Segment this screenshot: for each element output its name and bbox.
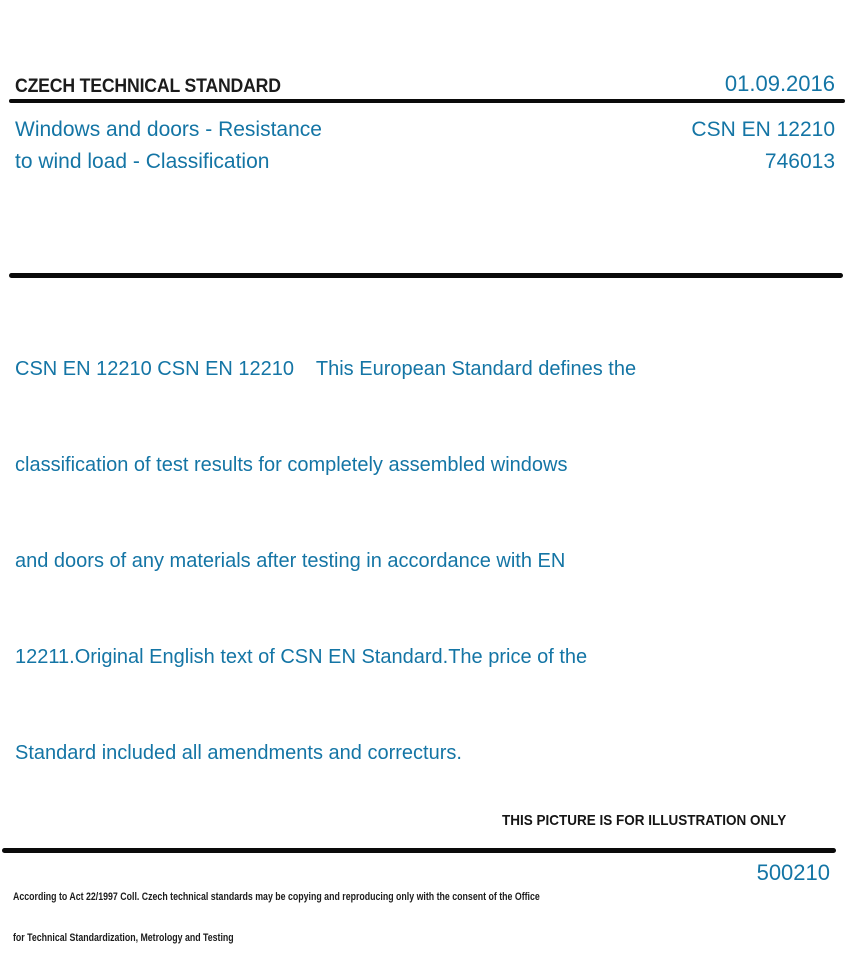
standard-class-number: 746013: [764, 150, 835, 173]
standard-code: CSN EN 12210: [691, 118, 835, 141]
copyright-notice-line1: According to Act 22/1997 Coll. Czech technical standards may be copying and reproducing only with the consent of the Office: [13, 891, 540, 903]
standard-title-line1: Windows and doors - Resistance: [15, 118, 322, 141]
effective-date: 01.09.2016: [724, 71, 835, 96]
copyright-notice-line2: for Technical Standardization, Metrology and Testing: [13, 931, 234, 944]
header-divider-rule: [9, 99, 845, 103]
footer-divider-rule: [2, 848, 836, 853]
abstract-line: Standard included all amendments and correcturs.: [15, 742, 462, 764]
standard-type-label: CZECH TECHNICAL STANDARD: [15, 76, 281, 97]
abstract-line: CSN EN 12210 CSN EN 12210 This European Standard defines the: [15, 358, 637, 380]
standard-abstract: [15, 289, 636, 833]
abstract-line: and doors of any materials after testing in accordance with EN: [15, 550, 566, 572]
standard-identifiers: [691, 114, 835, 178]
illustration-disclaimer: THIS PICTURE IS FOR ILLUSTRATION ONLY: [502, 812, 787, 829]
standard-title-line2: to wind load - Classification: [15, 150, 270, 173]
order-number: 500210: [756, 860, 830, 885]
abstract-line: classification of test results for completely assembled windows: [15, 454, 568, 476]
copyright-notice: [13, 864, 540, 972]
title-divider-rule: [9, 273, 843, 278]
abstract-line: 12211.Original English text of CSN EN Standard.The price of the: [15, 646, 588, 668]
standard-title: [15, 114, 322, 178]
